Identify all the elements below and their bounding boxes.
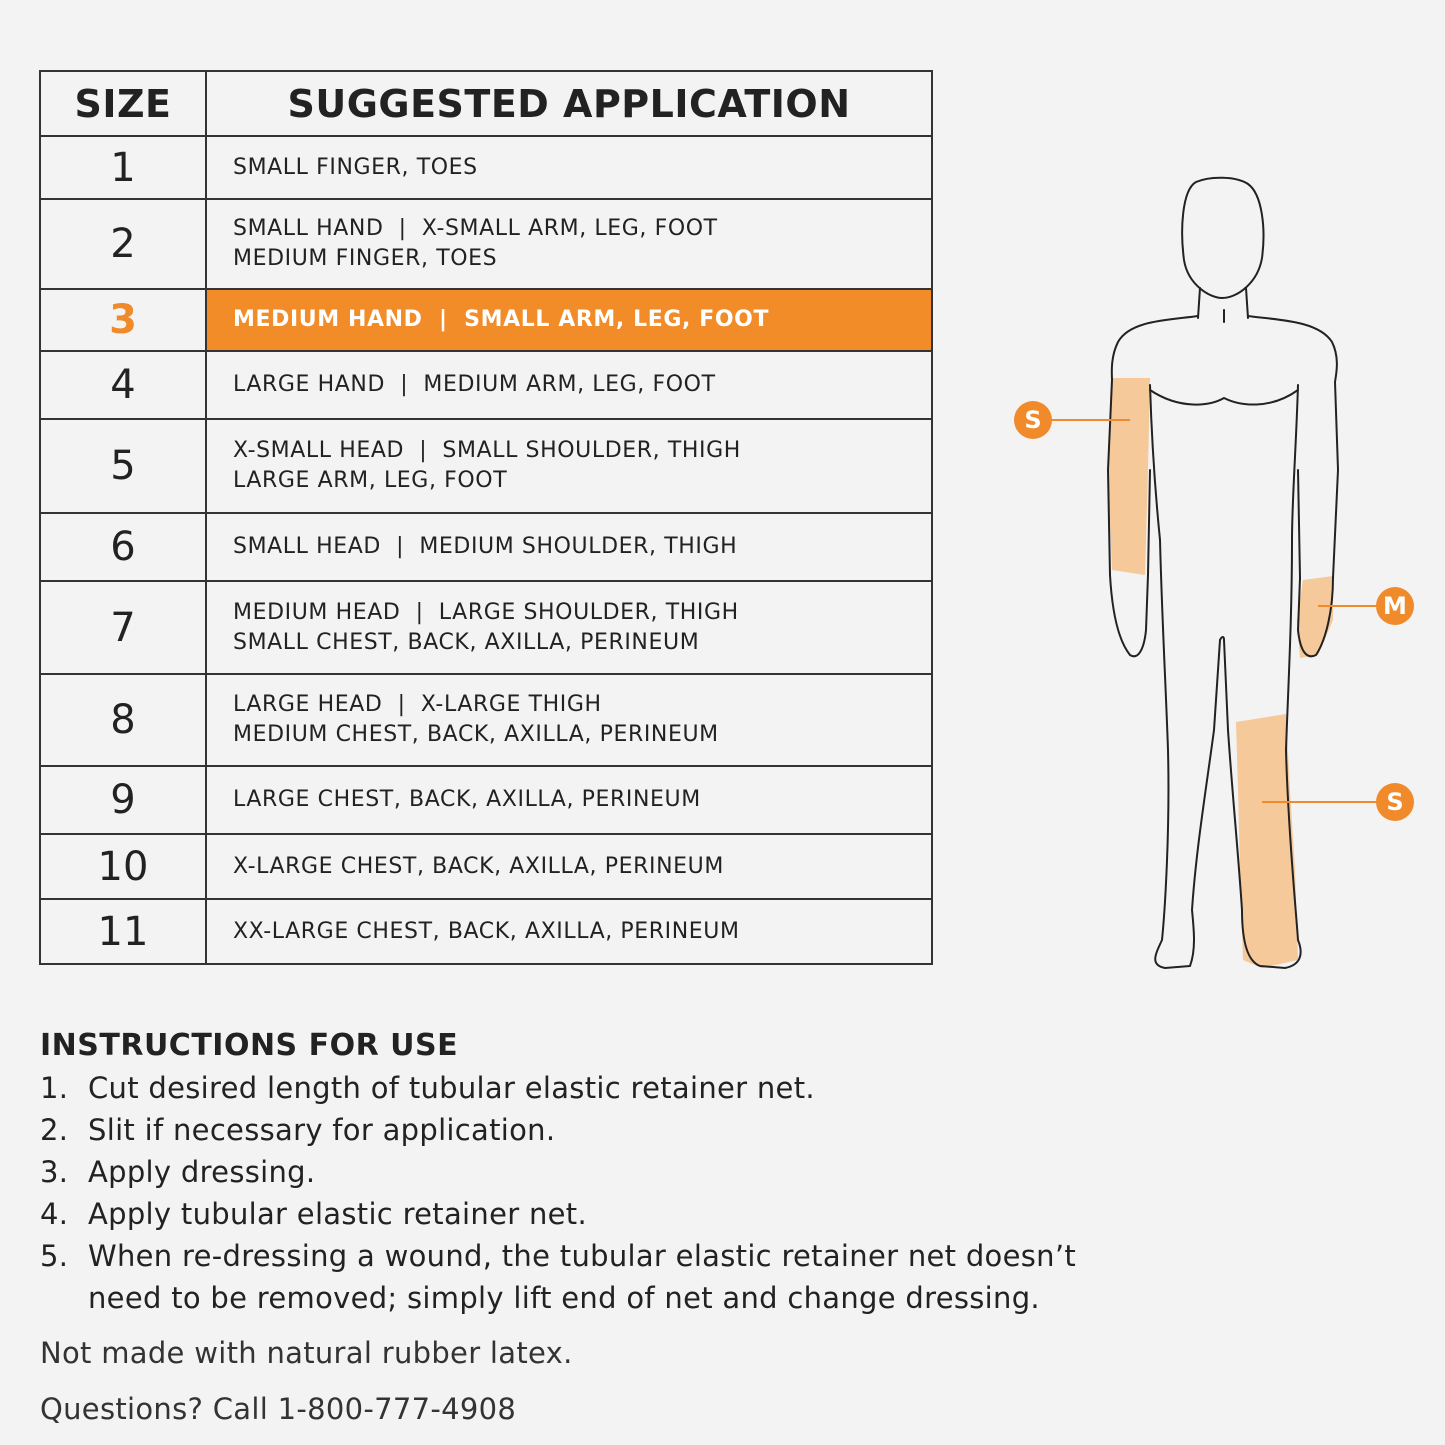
instruction-step: [40, 1151, 1140, 1193]
instruction-number: 5.: [40, 1239, 69, 1273]
instruction-number: 1.: [40, 1071, 69, 1105]
instructions-section: [40, 1028, 1140, 1319]
table-row: [40, 766, 932, 834]
table-row: [40, 899, 932, 964]
application-line: SMALL HEAD | MEDIUM SHOULDER, THIGH: [233, 534, 738, 559]
body-figure: [1000, 170, 1430, 980]
size-cell: 9: [40, 766, 206, 834]
application-line: X-LARGE CHEST, BACK, AXILLA, PERINEUM: [233, 853, 724, 879]
instructions-title: INSTRUCTIONS FOR USE: [40, 1028, 459, 1063]
instruction-step: [40, 1193, 1140, 1235]
application-cell: [206, 289, 932, 351]
application-line: MEDIUM FINGER, TOES: [233, 246, 498, 271]
marker-hand: M: [1376, 587, 1414, 625]
application-cell: [206, 581, 932, 674]
size-cell: 11: [40, 899, 206, 964]
application-cell: [206, 419, 932, 513]
upper-arm-highlight: [1108, 378, 1150, 575]
instructions-list: [40, 1067, 1140, 1319]
size-cell: 1: [40, 136, 206, 199]
size-chart-table: [39, 70, 933, 965]
size-cell: 6: [40, 513, 206, 581]
application-cell: [206, 513, 932, 581]
marker-lower-leg: S: [1376, 783, 1414, 821]
instruction-text: Apply tubular elastic retainer net.: [88, 1197, 587, 1231]
table-row: [40, 199, 932, 289]
questions-phone: Questions? Call 1-800-777-4908: [40, 1392, 517, 1426]
latex-note: Not made with natural rubber latex.: [40, 1336, 573, 1370]
lower-leg-highlight: [1236, 714, 1298, 968]
application-line: LARGE ARM, LEG, FOOT: [233, 468, 508, 493]
table-row: [40, 674, 932, 766]
table-row: [40, 351, 932, 419]
table-header-row: [40, 71, 932, 136]
table-row: [40, 289, 932, 351]
instruction-text: Apply dressing.: [88, 1155, 316, 1189]
size-cell: 3: [40, 289, 206, 351]
application-line: SMALL HAND | X-SMALL ARM, LEG, FOOT: [233, 216, 718, 241]
application-cell: [206, 834, 932, 899]
application-line: MEDIUM HAND | SMALL ARM, LEG, FOOT: [233, 307, 770, 332]
size-cell: 4: [40, 351, 206, 419]
size-cell: 5: [40, 419, 206, 513]
size-cell: 7: [40, 581, 206, 674]
head-outline: [1182, 178, 1263, 298]
table-row: [40, 513, 932, 581]
application-line: SMALL FINGER, TOES: [233, 154, 478, 180]
application-cell: [206, 674, 932, 766]
size-cell: 10: [40, 834, 206, 899]
table-row: [40, 581, 932, 674]
instruction-step: [40, 1235, 1140, 1319]
application-line: X-SMALL HEAD | SMALL SHOULDER, THIGH: [233, 438, 741, 463]
instruction-number: 3.: [40, 1155, 69, 1189]
hand-highlight: [1297, 576, 1333, 658]
application-cell: [206, 899, 932, 964]
table-row: [40, 419, 932, 513]
instruction-step: [40, 1109, 1140, 1151]
application-cell: [206, 351, 932, 419]
application-cell: [206, 766, 932, 834]
instruction-text: When re-dressing a wound, the tubular elastic retainer net doesn’t need to be removed; simply lift end of net and change dressing.: [88, 1239, 1077, 1315]
application-cell: [206, 199, 932, 289]
size-column-header: SIZE: [40, 71, 206, 136]
instruction-text: Cut desired length of tubular elastic retainer net.: [88, 1071, 815, 1105]
table-row: [40, 834, 932, 899]
instruction-text: Slit if necessary for application.: [88, 1113, 556, 1147]
application-line: LARGE HAND | MEDIUM ARM, LEG, FOOT: [233, 372, 716, 397]
instruction-number: 4.: [40, 1197, 69, 1231]
table-row: [40, 136, 932, 199]
application-column-header: SUGGESTED APPLICATION: [206, 71, 932, 136]
marker-upper-arm: S: [1014, 401, 1052, 439]
application-cell: [206, 136, 932, 199]
application-line: SMALL CHEST, BACK, AXILLA, PERINEUM: [233, 629, 700, 655]
instruction-step: [40, 1067, 1140, 1109]
human-body-illustration: [1000, 170, 1430, 980]
application-line: XX-LARGE CHEST, BACK, AXILLA, PERINEUM: [233, 918, 740, 944]
size-cell: 2: [40, 199, 206, 289]
table-body: [40, 136, 932, 964]
instruction-number: 2.: [40, 1113, 69, 1147]
application-line: LARGE CHEST, BACK, AXILLA, PERINEUM: [233, 787, 701, 812]
size-cell: 8: [40, 674, 206, 766]
application-line: MEDIUM CHEST, BACK, AXILLA, PERINEUM: [233, 722, 719, 747]
application-line: MEDIUM HEAD | LARGE SHOULDER, THIGH: [233, 599, 739, 625]
application-line: LARGE HEAD | X-LARGE THIGH: [233, 692, 602, 717]
